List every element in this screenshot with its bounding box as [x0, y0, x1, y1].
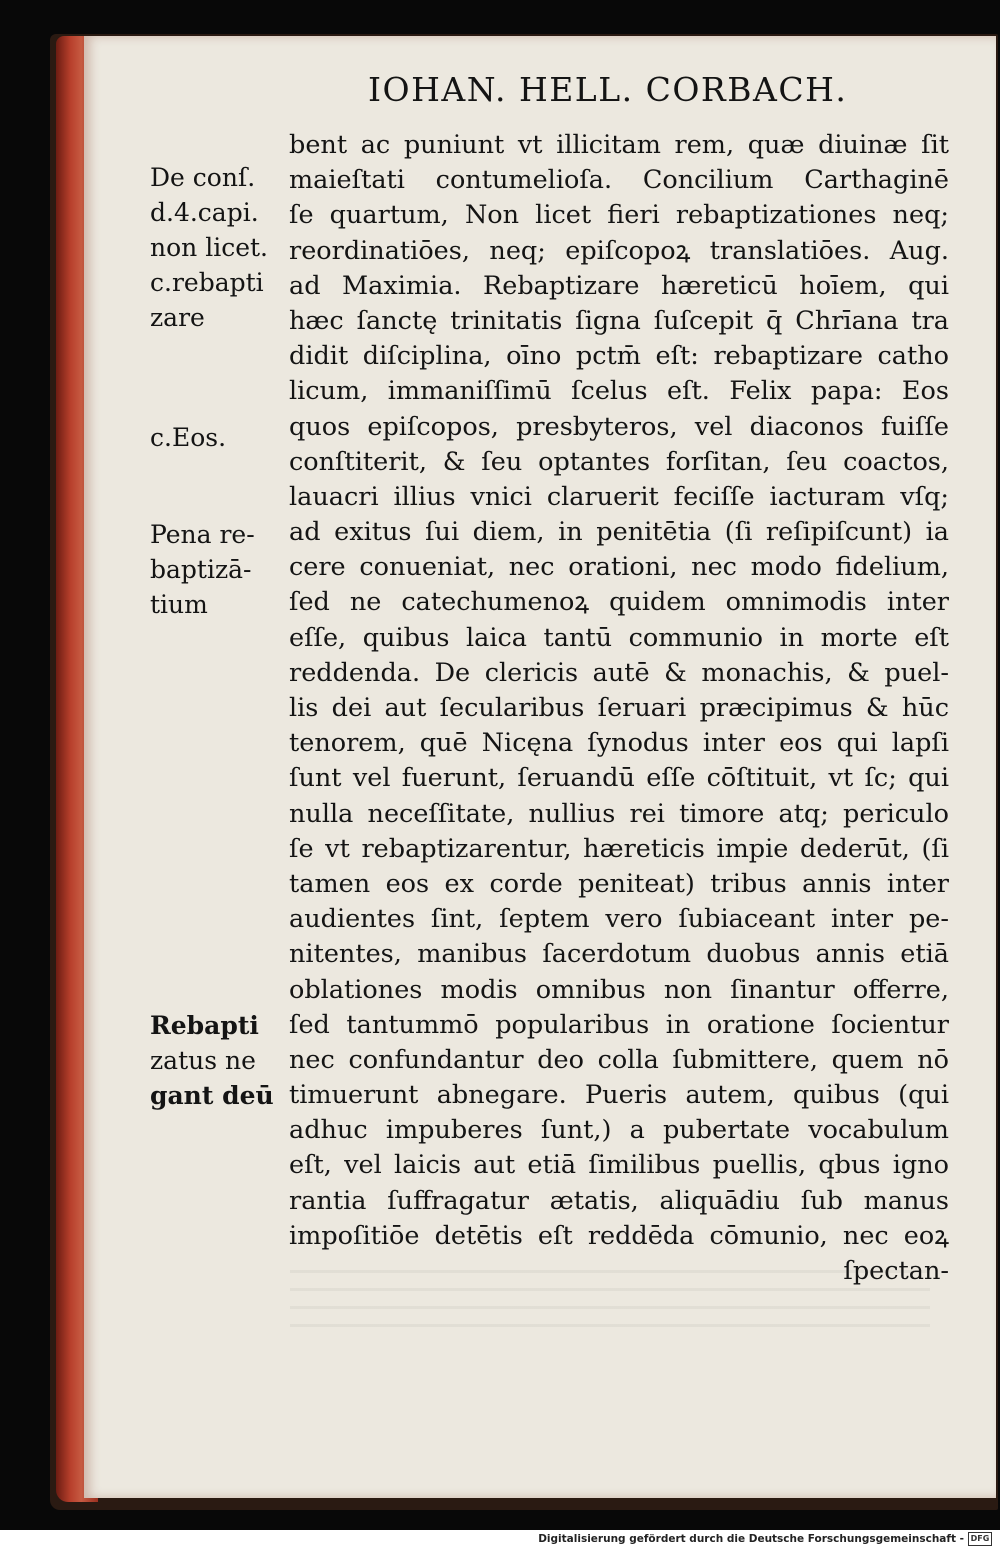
- show-through-text: [290, 1270, 930, 1330]
- text-line: timuerunt abnegare. Pueris autem, quibus (qui: [289, 1080, 949, 1111]
- text-line: tenorem, quē Nicęna ſynodus inter eos qui lapſi: [289, 728, 949, 759]
- text-line: ad exitus ſui diem, in penitētia (ſi reſipiſcunt) ia: [289, 517, 949, 548]
- text-line: licum, immaniſſimū ſcelus eſt. Felix papa: Eos: [289, 376, 949, 407]
- body-text: [289, 128, 949, 1289]
- margin-note: De conſ.: [150, 163, 256, 192]
- margin-note: zare: [150, 303, 205, 332]
- funding-credit: Digitalisierung gefördert durch die Deutsche Forschungsgemeinschaft -: [538, 1533, 964, 1545]
- margin-note: non licet.: [150, 233, 268, 262]
- footer-bar: [0, 1530, 1000, 1550]
- margin-note: d.4.capi.: [150, 198, 259, 227]
- margin-note: gant deū: [150, 1081, 274, 1110]
- margin-note: Pena re-: [150, 520, 255, 549]
- text-line: lis dei aut ſecularibus ſeruari præcipimus & hūc: [289, 693, 949, 723]
- text-line: oblationes modis omnibus non ſinantur offerre,: [289, 974, 949, 1005]
- text-line: hæc ſanctę trinitatis ſigna ſuſcepit q̄ Chrīana tra: [289, 305, 949, 336]
- text-line: cere conueniat, nec orationi, nec modo fidelium,: [289, 552, 949, 583]
- margin-note: baptizā-: [150, 555, 252, 584]
- text-line: nec confundantur deo colla ſubmittere, quem nō: [289, 1044, 949, 1075]
- text-line: adhuc impuberes ſunt,) a pubertate vocabulum: [289, 1115, 949, 1146]
- text-line: eſt, vel laicis aut etiā ſimilibus puellis, qbus igno: [289, 1150, 949, 1181]
- margin-note: zatus ne: [150, 1046, 256, 1075]
- text-line: tamen eos ex corde peniteat) tribus annis inter: [289, 868, 949, 899]
- catchword: ſpectan-: [843, 1256, 949, 1286]
- text-line: ſe vt rebaptizarentur, hæreticis impie dederūt, (ſi: [289, 833, 949, 864]
- text-line: nulla neceſſitate, nullius rei timore atq; periculo: [289, 798, 949, 829]
- text-line: impoſitiōe detētis eſt reddēda cōmunio, nec eoꝝ: [289, 1220, 949, 1251]
- text-line: didit diſciplina, oīno pctm̄ eſt: rebaptizare catho: [289, 341, 949, 372]
- margin-note: tium: [150, 590, 208, 619]
- margin-note: c.rebapti: [150, 268, 264, 297]
- text-line: eſſe, quibus laica tantū communio in morte eſt: [289, 622, 949, 653]
- text-line: bent ac puniunt vt illicitam rem, quæ diuinæ ſit: [289, 130, 949, 160]
- text-line: maieſtati contumelioſa. Concilium Carthaginē: [289, 165, 949, 196]
- text-line: rantia ſuffragatur ætatis, aliquādiu ſub manus: [289, 1185, 949, 1216]
- text-line: reddenda. De clericis autē & monachis, & puel-: [289, 657, 949, 688]
- text-line: nitentes, manibus ſacerdotum duobus annis etiā: [289, 939, 949, 970]
- running-header: IOHAN. HELL. CORBACH.: [368, 70, 848, 109]
- margin-note: c.Eos.: [150, 423, 227, 452]
- text-line: audientes ſint, ſeptem vero ſubiaceant inter pe-: [289, 904, 949, 935]
- text-line: ſunt vel fuerunt, ſeruandū eſſe cōſtituit, vt ſc; qui: [289, 763, 949, 794]
- text-line: conſtiterit, & ſeu optantes forſitan, ſeu coactos,: [289, 446, 949, 477]
- margin-note: Rebapti: [150, 1011, 259, 1040]
- text-line: lauacri illius vnici claruerit feciſſe iacturam vſq;: [289, 481, 949, 512]
- text-line: reordinatiōes, neq; epiſcopoꝝ translatiōes. Aug.: [289, 235, 949, 266]
- text-line: ſed tantummō popularibus in oratione ſocientur: [289, 1009, 949, 1040]
- dfg-logo-icon: DFG: [968, 1532, 992, 1546]
- text-line: quos epiſcopos, presbyteros, vel diaconos fuiſſe: [289, 411, 949, 442]
- text-line: ſe quartum, Non licet fieri rebaptizationes neq;: [289, 200, 949, 231]
- text-line: ad Maximia. Rebaptizare hæreticū hoīem, qui: [289, 270, 949, 301]
- text-line: ſed ne catechumenoꝝ quidem omnimodis inter: [289, 587, 949, 618]
